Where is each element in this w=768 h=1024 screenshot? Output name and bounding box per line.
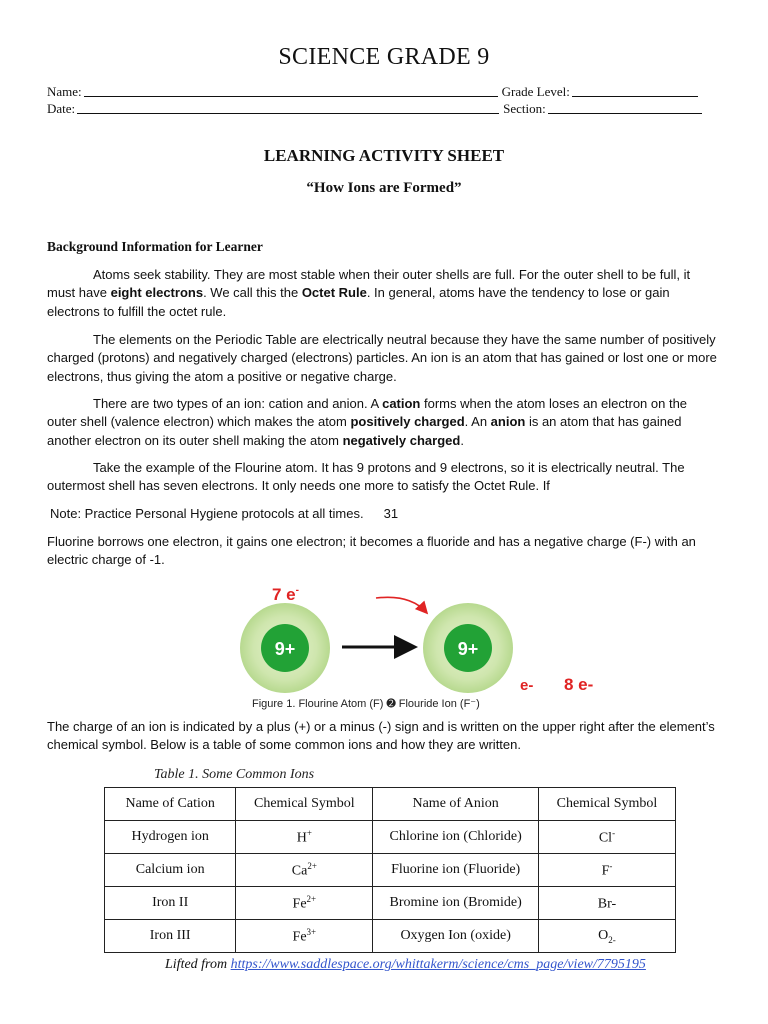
hygiene-note: Note: Practice Personal Hygiene protocols at all times. 31 xyxy=(50,506,399,521)
section-title: Background Information for Learner xyxy=(47,239,263,254)
electrons-after-label: 8 e- xyxy=(564,675,594,694)
page-title: SCIENCE GRADE 9 xyxy=(278,44,490,70)
fluorine-atom xyxy=(240,603,330,693)
cation-symbol: H+ xyxy=(236,821,373,854)
cation-symbol: $Fe^{2+}$ xyxy=(236,887,373,920)
page-number: 31 xyxy=(383,506,399,521)
cation-symbol: $Fe^{3+}$ xyxy=(236,920,373,953)
anion-symbol: $O_{2-}$ xyxy=(538,920,675,953)
date-section-row xyxy=(47,99,717,117)
figure-caption: Figure 1. Flourine Atom (F) ➋ Flouride Ion (F⁻) xyxy=(252,698,480,710)
electron-transfer-arrow xyxy=(376,597,426,612)
atom-nucleus-label: 9+ xyxy=(274,639,296,659)
source-credit: Lifted from https://www.saddlespace.org/whittakerm/science/cms_page/view/7795195 xyxy=(165,957,646,972)
anion-name: Bromine ion (Bromide) xyxy=(373,887,539,920)
sheet-heading: LEARNING ACTIVITY SHEET xyxy=(263,146,505,165)
table-row xyxy=(105,920,676,953)
paragraph-fluorine-example: Take the example of the Flourine atom. It has 9 protons and 9 electrons, so it is electrically neutral. The outermost shell has seven electrons. It only needs one more to satisfy the Octet Rule. If xyxy=(47,460,685,494)
header-cation-symbol: Chemical Symbol xyxy=(236,788,373,821)
name-grade-row xyxy=(47,82,717,100)
paragraph-ion-types: There are two types of an ion: cation and anion. A cation forms when the atom loses an electron on the outer shell (valence electron) which makes the atom positively charged. An anion is an atom that has gained another electron on its outer shell making the atom negatively charged. xyxy=(47,396,688,448)
grade-level-label: Grade Level: xyxy=(501,84,570,99)
table-row xyxy=(105,887,676,920)
cation-name: Hydrogen ion xyxy=(105,821,236,854)
ion-nucleus-label: 9+ xyxy=(457,639,479,659)
table-header-row xyxy=(105,788,676,821)
paragraph-fluoride: Fluorine borrows one electron, it gains one electron; it becomes a fluoride and has a negative charge (F-) with an electric charge of -1. xyxy=(47,534,696,568)
anion-symbol: F- xyxy=(538,854,675,887)
anion-symbol: Cl- xyxy=(538,821,675,854)
table-caption: Table 1. Some Common Ions xyxy=(154,767,315,782)
electron-gain-label: e- xyxy=(520,677,534,694)
fluoride-ion xyxy=(423,603,513,693)
table-row xyxy=(105,821,676,854)
paragraph-neutral-elements: The elements on the Periodic Table are electrically neutral because they have the same number of positively charged (protons) and negatively charged (electrons) particles. An ion is an atom that has gained or lost one or more electrons, thus giving the atom a positive or negative charge. xyxy=(47,332,717,384)
cation-symbol: $Ca^{2+}$ xyxy=(236,854,373,887)
electrons-before-label: 7 e- xyxy=(272,585,299,604)
anion-name: Oxygen Ion (oxide) xyxy=(373,920,539,953)
paragraph-charge-notation: The charge of an ion is indicated by a plus (+) or a minus (-) sign and is written on the upper right after the element’s chemical symbol. Below is a table of some common ions and how they are written. xyxy=(47,719,715,753)
cation-name: Calcium ion xyxy=(105,854,236,887)
cation-name: Iron III xyxy=(105,920,236,953)
anion-name: Chlorine ion (Chloride) xyxy=(373,821,539,854)
name-label: Name: xyxy=(47,84,82,99)
header-anion-name: Name of Anion xyxy=(373,788,539,821)
table-row xyxy=(105,854,676,887)
sheet-subheading: “How Ions are Formed” xyxy=(306,180,462,196)
date-line[interactable] xyxy=(77,101,499,114)
common-ions-table xyxy=(104,787,676,953)
source-link[interactable]: https://www.saddlespace.org/whittakerm/science/cms_page/view/7795195 xyxy=(230,957,646,972)
paragraph-octet-rule: Atoms seek stability. They are most stable when their outer shells are full. For the outer shell to be full, it must have eight electrons. We call this the Octet Rule. In general, atoms have the tendency to lose or gain electrons to fulfill the octet rule. xyxy=(47,267,691,319)
header-anion-symbol: Chemical Symbol xyxy=(538,788,675,821)
anion-symbol: Br- xyxy=(538,887,675,920)
name-line[interactable] xyxy=(84,84,498,97)
section-line[interactable] xyxy=(548,101,702,114)
grade-level-line[interactable] xyxy=(572,84,698,97)
date-label: Date: xyxy=(47,101,76,116)
section-label: Section: xyxy=(503,101,546,116)
fluorine-ion-figure xyxy=(230,578,610,713)
anion-name: Fluorine ion (Fluoride) xyxy=(373,854,539,887)
cation-name: Iron II xyxy=(105,887,236,920)
header-cation-name: Name of Cation xyxy=(105,788,236,821)
